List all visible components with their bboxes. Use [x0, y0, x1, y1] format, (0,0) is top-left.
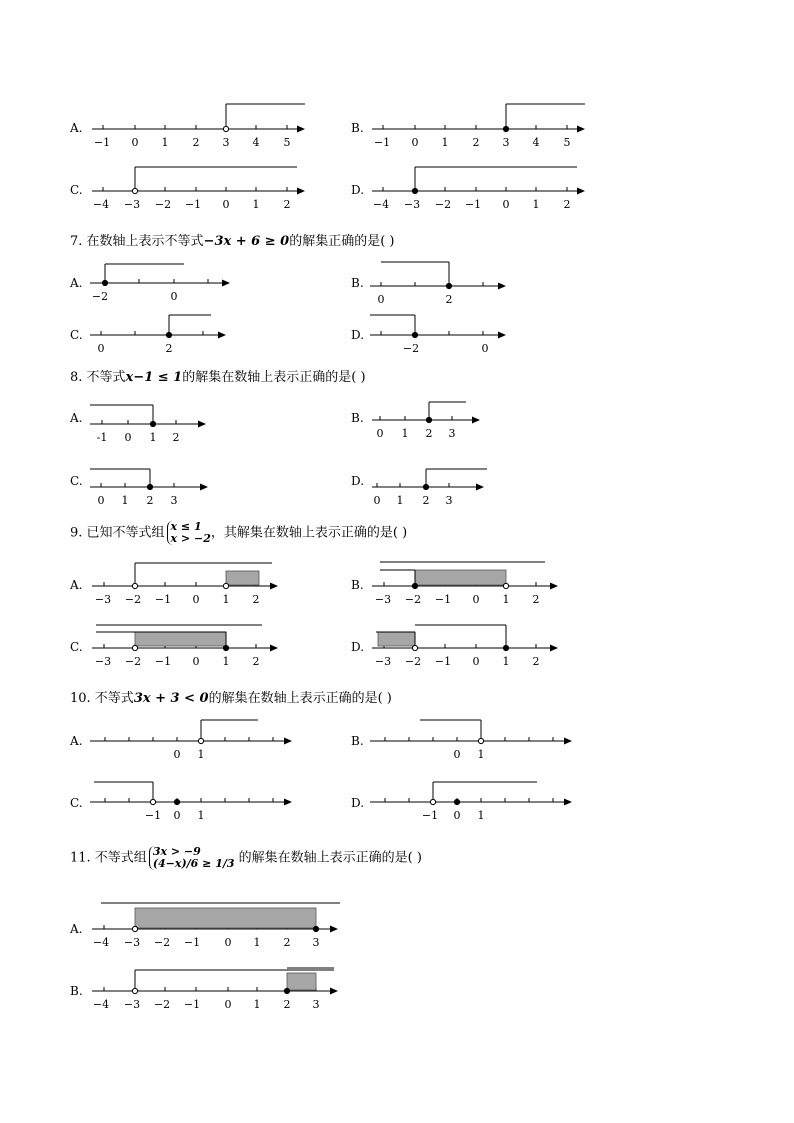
- tick-label: 0: [373, 494, 381, 507]
- solution-shading: [287, 973, 316, 990]
- option-label[interactable]: A.: [70, 578, 83, 592]
- tick-label: 0: [411, 136, 419, 149]
- open-dot: [430, 799, 435, 804]
- question-text: ，其解集在数轴上表示正确的是( ): [210, 525, 408, 541]
- option-label[interactable]: A.: [70, 922, 83, 936]
- tick-label: −2: [153, 936, 171, 949]
- axis-arrow: [297, 188, 305, 195]
- tick-label: −2: [91, 290, 109, 303]
- axis-arrow: [577, 126, 585, 133]
- tick-label: −2: [404, 655, 422, 668]
- tick-label: 1: [149, 431, 157, 444]
- solid-dot: [503, 645, 508, 650]
- tick-label: 0: [481, 342, 489, 355]
- tick-label: −2: [124, 593, 142, 606]
- question-text: 的解集在数轴上表示正确的是( ): [182, 370, 366, 385]
- tick-label: 0: [453, 748, 461, 761]
- tick-label: 2: [165, 342, 173, 355]
- option-label[interactable]: C.: [70, 328, 83, 342]
- tick-label: −2: [434, 198, 452, 211]
- tick-label: −1: [93, 136, 111, 149]
- solid-dot: [423, 484, 428, 489]
- axis-arrow: [577, 188, 585, 195]
- option-label[interactable]: B.: [351, 276, 364, 290]
- solid-dot: [284, 988, 289, 993]
- option-label[interactable]: B.: [351, 121, 364, 135]
- open-dot: [503, 583, 508, 588]
- axis-arrow: [198, 421, 206, 428]
- axis-arrow: [564, 738, 572, 745]
- tick-label: 1: [197, 809, 205, 822]
- option-label[interactable]: A.: [70, 411, 83, 425]
- tick-label: 2: [532, 593, 540, 606]
- tick-label: 0: [170, 290, 178, 303]
- tick-label: 3: [502, 136, 510, 149]
- tick-label: −1: [373, 136, 391, 149]
- tick-label: 3: [312, 998, 320, 1011]
- axis-arrow: [270, 583, 278, 590]
- tick-label: 1: [401, 427, 409, 440]
- tick-label: 3: [312, 936, 320, 949]
- option-label[interactable]: C.: [70, 796, 83, 810]
- tick-label: 0: [131, 136, 139, 149]
- question-text: 11. 不等式组: [70, 850, 147, 866]
- solution-shading: [135, 908, 316, 928]
- tick-label: 1: [121, 494, 129, 507]
- option-label[interactable]: C.: [70, 640, 83, 654]
- option-label[interactable]: A.: [70, 734, 83, 748]
- tick-label: 1: [222, 593, 230, 606]
- solid-dot: [426, 417, 431, 422]
- open-dot: [412, 645, 417, 650]
- open-dot: [132, 188, 137, 193]
- option-label[interactable]: C.: [70, 474, 83, 488]
- tick-label: −3: [374, 593, 392, 606]
- open-dot: [478, 738, 483, 743]
- option-label[interactable]: D.: [351, 796, 365, 810]
- tick-label: −2: [402, 342, 420, 355]
- open-dot: [132, 645, 137, 650]
- option-label[interactable]: B.: [351, 734, 364, 748]
- solid-dot: [150, 421, 155, 426]
- system-line: (4−x)/6 ≥ 1/3: [152, 857, 235, 870]
- tick-label: −4: [372, 198, 390, 211]
- solution-shading: [226, 571, 259, 585]
- axis-arrow: [222, 280, 230, 287]
- tick-label: 1: [502, 655, 510, 668]
- solid-dot: [147, 484, 152, 489]
- tick-label: 0: [124, 431, 132, 444]
- tick-label: −2: [124, 655, 142, 668]
- tick-label: 1: [477, 809, 485, 822]
- tick-label: 0: [376, 427, 384, 440]
- tick-label: 3: [222, 136, 230, 149]
- tick-label: 2: [283, 936, 291, 949]
- system-line: x ≤ 1: [170, 520, 202, 533]
- tick-label: 2: [472, 136, 480, 149]
- option-label[interactable]: A.: [70, 121, 83, 135]
- tick-label: 0: [173, 748, 181, 761]
- open-dot: [198, 738, 203, 743]
- tick-label: −1: [434, 655, 452, 668]
- option-label[interactable]: D.: [351, 474, 365, 488]
- axis-arrow: [498, 332, 506, 339]
- tick-label: −2: [404, 593, 422, 606]
- inequality: −3x + 6 ≥ 0: [203, 234, 290, 249]
- open-dot: [132, 583, 137, 588]
- axis-arrow: [270, 645, 278, 652]
- tick-label: −3: [374, 655, 392, 668]
- option-label[interactable]: B.: [351, 411, 364, 425]
- tick-label: 0: [192, 593, 200, 606]
- axis-arrow: [330, 988, 338, 995]
- tick-label: 5: [563, 136, 571, 149]
- tick-label: −1: [464, 198, 482, 211]
- tick-label: 1: [197, 748, 205, 761]
- axis-arrow: [550, 645, 558, 652]
- tick-label: 1: [441, 136, 449, 149]
- axis-arrow: [200, 484, 208, 491]
- option-label[interactable]: B.: [70, 984, 83, 998]
- tick-label: 1: [253, 936, 261, 949]
- tick-label: 3: [448, 427, 456, 440]
- tick-label: 1: [477, 748, 485, 761]
- tick-label: 0: [224, 936, 232, 949]
- tick-label: 0: [472, 593, 480, 606]
- solution-shading: [135, 632, 226, 646]
- axis-arrow: [297, 126, 305, 133]
- tick-label: −4: [92, 998, 110, 1011]
- tick-label: −1: [421, 809, 439, 822]
- tick-label: 0: [173, 809, 181, 822]
- solid-dot: [454, 799, 459, 804]
- tick-label: 2: [252, 593, 260, 606]
- solid-dot: [412, 188, 417, 193]
- tick-label: 1: [222, 655, 230, 668]
- tick-label: −1: [184, 198, 202, 211]
- tick-label: 1: [396, 494, 404, 507]
- tick-label: 0: [224, 998, 232, 1011]
- tick-label: 2: [146, 494, 154, 507]
- tick-label: −3: [123, 936, 141, 949]
- tick-label: 2: [445, 293, 453, 306]
- system-line: 3x > −9: [152, 845, 201, 858]
- solid-dot: [102, 280, 107, 285]
- solution-shading: [415, 570, 506, 585]
- inequality: 3x + 3 < 0: [133, 691, 209, 706]
- tick-label: −1: [183, 936, 201, 949]
- tick-label: −3: [94, 593, 112, 606]
- tick-label: −1: [154, 593, 172, 606]
- tick-label: 1: [161, 136, 169, 149]
- tick-label: 0: [97, 494, 105, 507]
- tick-label: 2: [532, 655, 540, 668]
- tick-label: 1: [253, 998, 261, 1011]
- open-dot: [223, 583, 228, 588]
- system-line: x > −2: [170, 532, 211, 545]
- tick-label: 1: [252, 198, 260, 211]
- tick-label: −4: [92, 198, 110, 211]
- tick-label: 4: [532, 136, 540, 149]
- tick-label: 2: [283, 998, 291, 1011]
- solid-dot: [174, 799, 179, 804]
- solid-dot: [446, 283, 451, 288]
- tick-label: −1: [144, 809, 162, 822]
- axis-arrow: [498, 283, 506, 290]
- tick-label: 0: [222, 198, 230, 211]
- tick-label: −1: [183, 998, 201, 1011]
- option-label[interactable]: D.: [351, 640, 365, 654]
- tick-label: −1: [434, 593, 452, 606]
- tick-label: 4: [252, 136, 260, 149]
- tick-label: 2: [192, 136, 200, 149]
- axis-arrow: [550, 583, 558, 590]
- question-text: 9. 已知不等式组: [70, 525, 165, 541]
- tick-label: 2: [425, 427, 433, 440]
- axis-arrow: [284, 738, 292, 745]
- tick-label: −4: [92, 936, 110, 949]
- solid-dot: [503, 126, 508, 131]
- tick-label: 2: [563, 198, 571, 211]
- tick-label: 5: [283, 136, 291, 149]
- question-text: 的解集正确的是( ): [289, 234, 395, 249]
- solid-dot: [412, 583, 417, 588]
- tick-label: 0: [192, 655, 200, 668]
- open-dot: [132, 988, 137, 993]
- question-text: 8. 不等式: [70, 370, 126, 385]
- axis-arrow: [330, 926, 338, 933]
- open-dot: [150, 799, 155, 804]
- question-text: 的解集在数轴上表示正确的是( ): [208, 691, 392, 706]
- tick-label: 0: [377, 293, 385, 306]
- tick-label: −3: [123, 198, 141, 211]
- axis-arrow: [218, 332, 226, 339]
- option-label[interactable]: D.: [351, 328, 365, 342]
- axis-arrow: [564, 799, 572, 806]
- tick-label: 2: [172, 431, 180, 444]
- tick-label: 3: [445, 494, 453, 507]
- question-text: 7. 在数轴上表示不等式: [70, 234, 204, 249]
- solid-dot: [412, 332, 417, 337]
- axis-arrow: [472, 417, 480, 424]
- tick-label: −2: [154, 198, 172, 211]
- question-text: 10. 不等式: [70, 691, 134, 706]
- tick-label: 0: [502, 198, 510, 211]
- open-dot: [223, 126, 228, 131]
- tick-label: 2: [283, 198, 291, 211]
- tick-label: 0: [472, 655, 480, 668]
- tick-label: −3: [94, 655, 112, 668]
- axis-arrow: [476, 484, 484, 491]
- tick-label: −1: [154, 655, 172, 668]
- tick-label: -1: [96, 431, 108, 444]
- tick-label: 1: [502, 593, 510, 606]
- option-label[interactable]: C.: [70, 183, 83, 197]
- question-text: 的解集在数轴上表示正确的是( ): [234, 850, 422, 866]
- option-label[interactable]: D.: [351, 183, 365, 197]
- option-label[interactable]: A.: [70, 276, 83, 290]
- tick-label: 3: [170, 494, 178, 507]
- tick-label: 1: [532, 198, 540, 211]
- tick-label: 0: [453, 809, 461, 822]
- axis-arrow: [284, 799, 292, 806]
- tick-label: 0: [97, 342, 105, 355]
- solid-dot: [313, 926, 318, 931]
- open-dot: [132, 926, 137, 931]
- option-label[interactable]: B.: [351, 578, 364, 592]
- solid-dot: [166, 332, 171, 337]
- tick-label: −2: [153, 998, 171, 1011]
- tick-label: −3: [123, 998, 141, 1011]
- solid-dot: [223, 645, 228, 650]
- solution-shading: [378, 632, 415, 646]
- tick-label: 2: [422, 494, 430, 507]
- tick-label: 2: [252, 655, 260, 668]
- tick-label: −3: [403, 198, 421, 211]
- inequality: x−1 ≤ 1: [125, 370, 183, 385]
